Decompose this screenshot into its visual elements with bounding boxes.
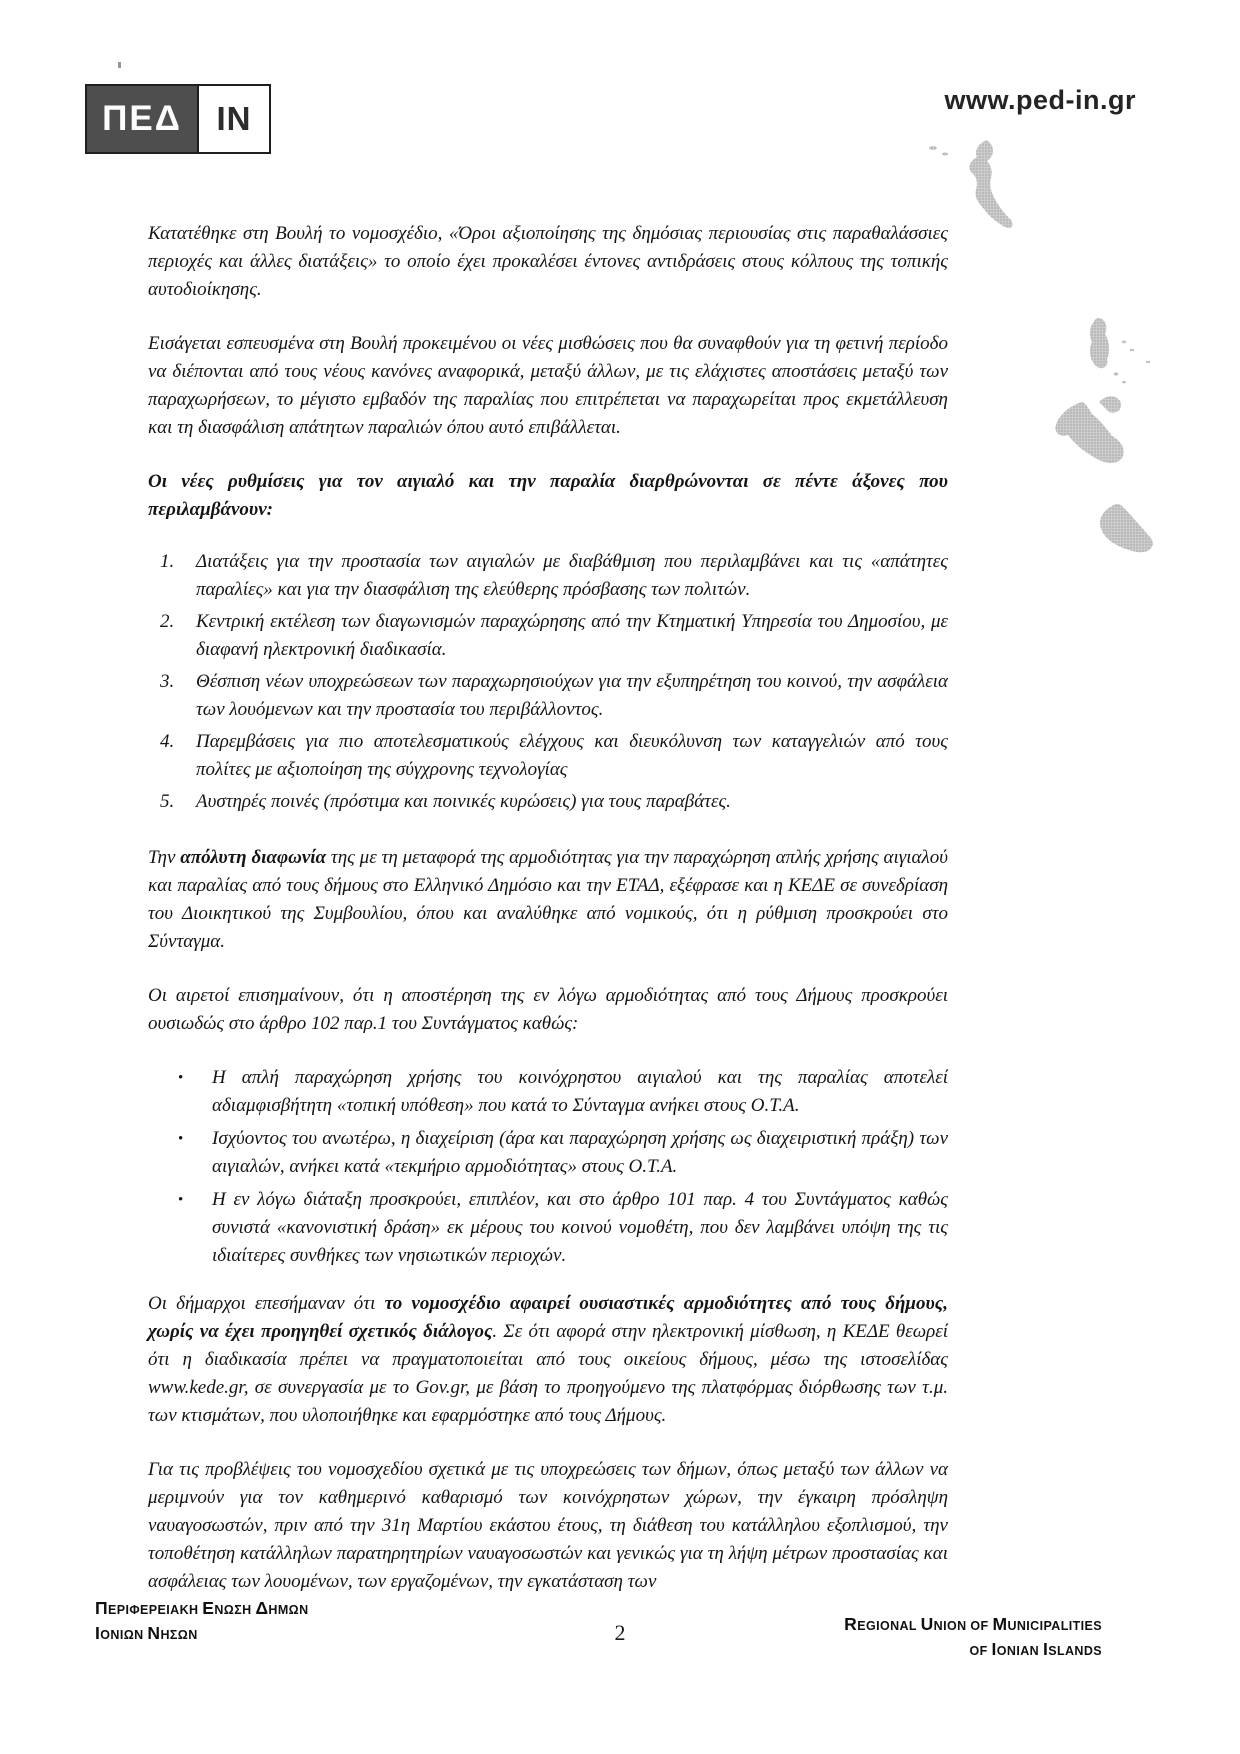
list-item-number: 3. bbox=[160, 671, 175, 692]
list-item-text: Η εν λόγω διάταξη προσκρούει, επιπλέον, και στο άρθρο 101 παρ. 4 του Συντάγματος καθώς συνιστά «κανονιστική δράση» εκ μέρους του κοινού νομοθέτη, που δεν λαμβάνει υπόψη της τις ιδιαίτερες συνθήκες των νησιωτικών περιοχών. bbox=[212, 1189, 948, 1266]
list-item-text: Κεντρική εκτέλεση των διαγωνισμών παραχώρησης από την Κτηματική Υπηρεσία του Δημοσίου, με διαφανή ηλεκτρονική διαδικασία. bbox=[196, 611, 948, 660]
logo-ped-block: ΠΕΔ bbox=[87, 86, 197, 152]
bullet-list bbox=[148, 1064, 948, 1270]
bullet-list-item bbox=[148, 1186, 948, 1270]
list-item-text: Παρεμβάσεις για πιο αποτελεσματικούς ελέγχους και διευκόλυνση των καταγγελιών από τους πολίτες με αξιοποίηση της σύγχρονης τεχνολογίας bbox=[196, 731, 948, 780]
footer-org-line: ΠΕΡΙΦΕΡΕΙΑΚΗ ΕΝΩΣΗ ΔΗΜΩΝ bbox=[95, 1598, 309, 1618]
numbered-list-item bbox=[148, 548, 948, 604]
bullet-icon: • bbox=[178, 1070, 184, 1086]
bullet-list-item bbox=[148, 1125, 948, 1181]
logo-in-block: IN bbox=[197, 86, 269, 152]
ped-in-logo bbox=[85, 84, 271, 154]
list-item-text: Η απλή παραχώρηση χρήσης του κοινόχρηστου αιγιαλού και της παραλίας αποτελεί αδιαμφισβήτητη «τοπική υπόθεση» που κατά το Σύνταγμα ανήκει στους Ο.Τ.Α. bbox=[212, 1067, 948, 1116]
footer-org-line: OF IONIAN ISLANDS bbox=[969, 1639, 1102, 1659]
numbered-list-item bbox=[148, 728, 948, 784]
bullet-icon: • bbox=[178, 1192, 184, 1208]
numbered-list-item bbox=[148, 788, 948, 816]
numbered-list-item bbox=[148, 668, 948, 724]
paragraph: Την απόλυτη διαφωνία της με τη μεταφορά της αρμοδιότητας για την παραχώρηση απλής χρήσης αιγιαλού και παραλίας από τους δήμους στο Ελληνικό Δημόσιο και την ΕΤΑΔ, εξέφρασε και η ΚΕΔΕ σε συνεδρίαση του Διοικητικού της Συμβουλίου, όπου και αναλύθηκε από νομικούς, ότι η ρύθμιση προσκρούει στο Σύνταγμα. bbox=[148, 847, 948, 952]
numbered-list-item bbox=[148, 608, 948, 664]
list-item-number: 5. bbox=[160, 791, 175, 812]
list-item-text: Αυστηρές ποινές (πρόστιμα και ποινικές κυρώσεις) για τους παραβάτες. bbox=[196, 791, 731, 812]
bullet-list-item bbox=[148, 1064, 948, 1120]
paragraph: Κατατέθηκε στη Βουλή το νομοσχέδιο, «Όροι αξιοποίησης της δημόσιας περιουσίας στις παραθαλάσσιες περιοχές και άλλες διατάξεις» το οποίο έχει προκαλέσει έντονες αντιδράσεις στους κόλπους της τοπικής αυτοδιοίκησης. bbox=[148, 223, 948, 300]
paragraph: Για τις προβλέψεις του νομοσχεδίου σχετικά με τις υποχρεώσεις των δήμων, όπως μεταξύ των άλλων να μεριμνούν για τον καθημερινό καθαρισμό των κοινόχρηστων χώρων, την έγκαιρη πρόσληψη ναυαγοσωστών, πριν από την 31η Μαρτίου εκάστου έτους, τη διάθεση του κατάλληλου εξοπλισμού, την τοποθέτηση κατάλληλων παρατηρητηρίων ναυαγοσωστών και γενικώς για τη λήψη μέτρων προστασίας και ασφάλειας των λουομένων, των εργαζομένων, την εγκατάσταση των bbox=[148, 1459, 948, 1592]
list-item-text: Διατάξεις για την προστασία των αιγιαλών με διαβάθμιση που περιλαμβάνει και τις «απάτητες παραλίες» και για την διασφάλιση της ελεύθερης πρόσβασης των πολιτών. bbox=[196, 551, 948, 600]
document-body bbox=[148, 220, 948, 1622]
section-heading: Οι νέες ρυθμίσεις για τον αιγιαλό και την παραλία διαρθρώνονται σε πέντε άξονες που περιλαμβάνουν: bbox=[148, 471, 948, 520]
page-number: 2 bbox=[614, 1620, 626, 1645]
list-item-text: Ισχύοντος του ανωτέρω, η διαχείριση (άρα και παραχώρηση χρήσης ως διαχειριστική πράξη) των αιγιαλών, ανήκει κατά «τεκμήριο αρμοδιότητας» στους Ο.Τ.Α. bbox=[212, 1128, 948, 1177]
bullet-icon: • bbox=[178, 1131, 184, 1147]
scan-speck bbox=[118, 62, 121, 68]
footer-organization-en bbox=[844, 1613, 1102, 1663]
numbered-list bbox=[148, 548, 948, 816]
list-item-text: Θέσπιση νέων υποχρεώσεων των παραχωρησιούχων για την εξυπηρέτηση του κοινού, την ασφάλεια των λουόμενων και την προστασία του περιβάλλοντος. bbox=[196, 671, 948, 720]
list-item-number: 1. bbox=[160, 551, 175, 572]
footer-org-line: ΙΟΝΙΩΝ ΝΗΣΩΝ bbox=[95, 1623, 198, 1643]
website-url: www.ped-in.gr bbox=[944, 85, 1136, 115]
footer-org-line: REGIONAL UNION OF MUNICIPALITIES bbox=[844, 1614, 1102, 1634]
paragraph: Οι αιρετοί επισημαίνουν, ότι η αποστέρηση της εν λόγω αρμοδιότητας από τους Δήμους προσκρούει ουσιωδώς στο άρθρο 102 παρ.1 του Συντάγματος καθώς: bbox=[148, 985, 948, 1034]
paragraph: Οι δήμαρχοι επεσήμαναν ότι το νομοσχέδιο αφαιρεί ουσιαστικές αρμοδιότητες από τους δήμους, χωρίς να έχει προηγηθεί σχετικός διάλογος. Σε ότι αφορά στην ηλεκτρονική μίσθωση, η ΚΕΔΕ θεωρεί ότι η διαδικασία πρέπει να πραγματοποιείται από τους οικείους δήμους, μέσω της ιστοσελίδας www.kede.gr, σε συνεργασία με το Gov.gr, με βάση το προηγούμενο της πλατφόρμας διόρθωσης των τ.μ. των κτισμάτων, που υλοποιήθηκε και εφαρμόστηκε από τους Δήμους. bbox=[148, 1293, 948, 1426]
ionian-islands-graphic bbox=[1052, 316, 1167, 556]
list-item-number: 2. bbox=[160, 611, 175, 632]
list-item-number: 4. bbox=[160, 731, 175, 752]
paragraph: Εισάγεται εσπευσμένα στη Βουλή προκειμένου οι νέες μισθώσεις που θα συναφθούν για τη φετινή περίοδο να διέπονται από τους νέους κανόνες αναφορικά, μεταξύ άλλων, με τις ελάχιστες αποστάσεις μεταξύ των παραχωρήσεων, το μέγιστο εμβαδόν της παραλίας που επιτρέπεται να παραχωρείται προς εκμετάλλευση και τη διασφάλιση απάτητων παραλιών όπου αυτό επιβάλλεται. bbox=[148, 333, 948, 438]
